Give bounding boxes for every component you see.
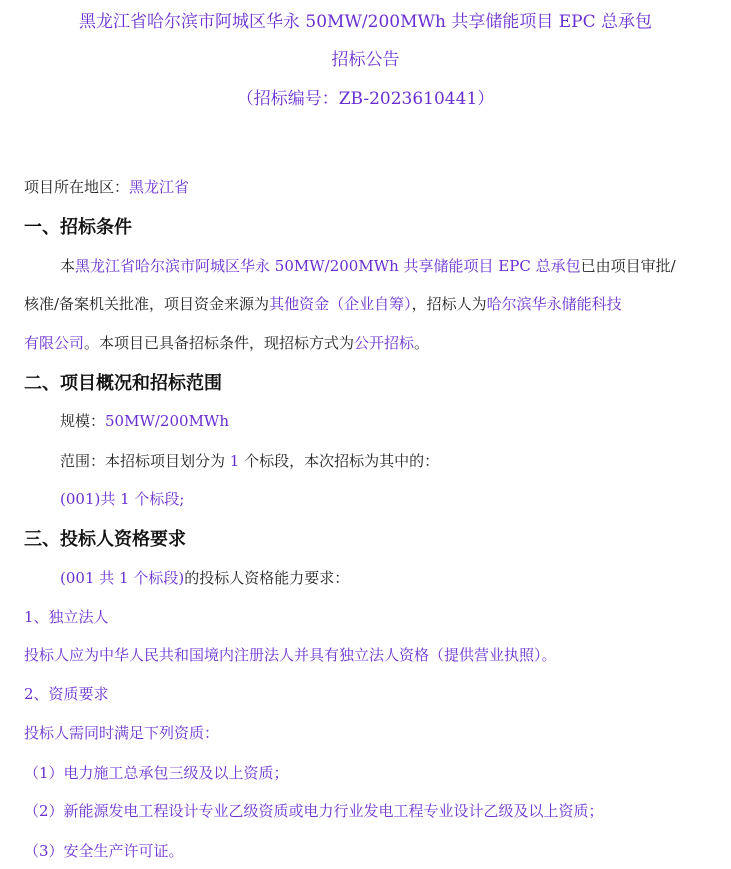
- title-line-2: 招标公告: [331, 50, 400, 70]
- section-1-line-2: [24, 293, 622, 314]
- scope-line: [60, 450, 439, 471]
- lot-count: 1: [229, 452, 240, 470]
- text: 核准/备案机关批准，项目资金来源为: [24, 295, 270, 313]
- tenderer-name: 哈尔滨华永储能科技: [486, 295, 622, 313]
- lot-ref: (001 共 1 个标段): [60, 569, 185, 587]
- scale-label: 规模：: [60, 412, 106, 430]
- qualification-3: （3）安全生产许可证。: [24, 842, 184, 860]
- text: 范围：本招标项目划分为: [60, 452, 226, 470]
- item-1-title: 1、独立法人: [24, 608, 109, 626]
- text: 。: [414, 334, 430, 352]
- text: 的投标人资格能力要求：: [184, 569, 350, 587]
- qualification-intro: [60, 567, 349, 588]
- item-1-text: 投标人应为中华人民共和国境内注册法人并具有独立法人资格（提供营业执照）。: [24, 646, 557, 664]
- text: 本: [60, 257, 76, 275]
- qualification-1: （1）电力施工总承包三级及以上资质；: [24, 764, 289, 782]
- project-name: 黑龙江省哈尔滨市阿城区华永 50MW/200MWh 共享储能项目 EPC 总承包: [75, 257, 581, 275]
- section-2-heading: 二、项目概况和招标范围: [24, 373, 222, 394]
- tender-number: （招标编号：ZB-2023610441）: [236, 89, 495, 109]
- item-2-title: 2、资质要求: [24, 685, 109, 703]
- tenderer-name-cont: 有限公司: [24, 334, 85, 352]
- scale-line: [60, 410, 229, 431]
- text: 。本项目已具备招标条件，现招标方式为: [84, 334, 355, 352]
- region-label: 项目所在地区：: [24, 178, 130, 196]
- region-line: [24, 176, 189, 197]
- text: 个标段，本次招标为其中的：: [244, 452, 440, 470]
- fund-source: 其他资金（企业自筹）: [269, 295, 412, 313]
- item-2-text: 投标人需同时满足下列资质：: [24, 724, 220, 742]
- lot-line: (001)共 1 个标段;: [60, 490, 185, 508]
- section-1-line-1: [60, 255, 676, 276]
- text: 已由项目审批/: [580, 257, 676, 275]
- section-1-line-3: [24, 332, 429, 353]
- section-3-heading: 三、投标人资格要求: [24, 529, 186, 550]
- scale-value: 50MW/200MWh: [105, 412, 229, 430]
- section-1-heading: 一、招标条件: [24, 217, 132, 238]
- qualification-2: （2）新能源发电工程设计专业乙级资质或电力行业发电工程专业设计乙级及以上资质；: [24, 802, 604, 820]
- text: ，招标人为: [411, 295, 487, 313]
- region-value: 黑龙江省: [129, 178, 190, 196]
- title-line-1: 黑龙江省哈尔滨市阿城区华永 50MW/200MWh 共享储能项目 EPC 总承包: [79, 12, 652, 32]
- tender-method: 公开招标: [354, 334, 415, 352]
